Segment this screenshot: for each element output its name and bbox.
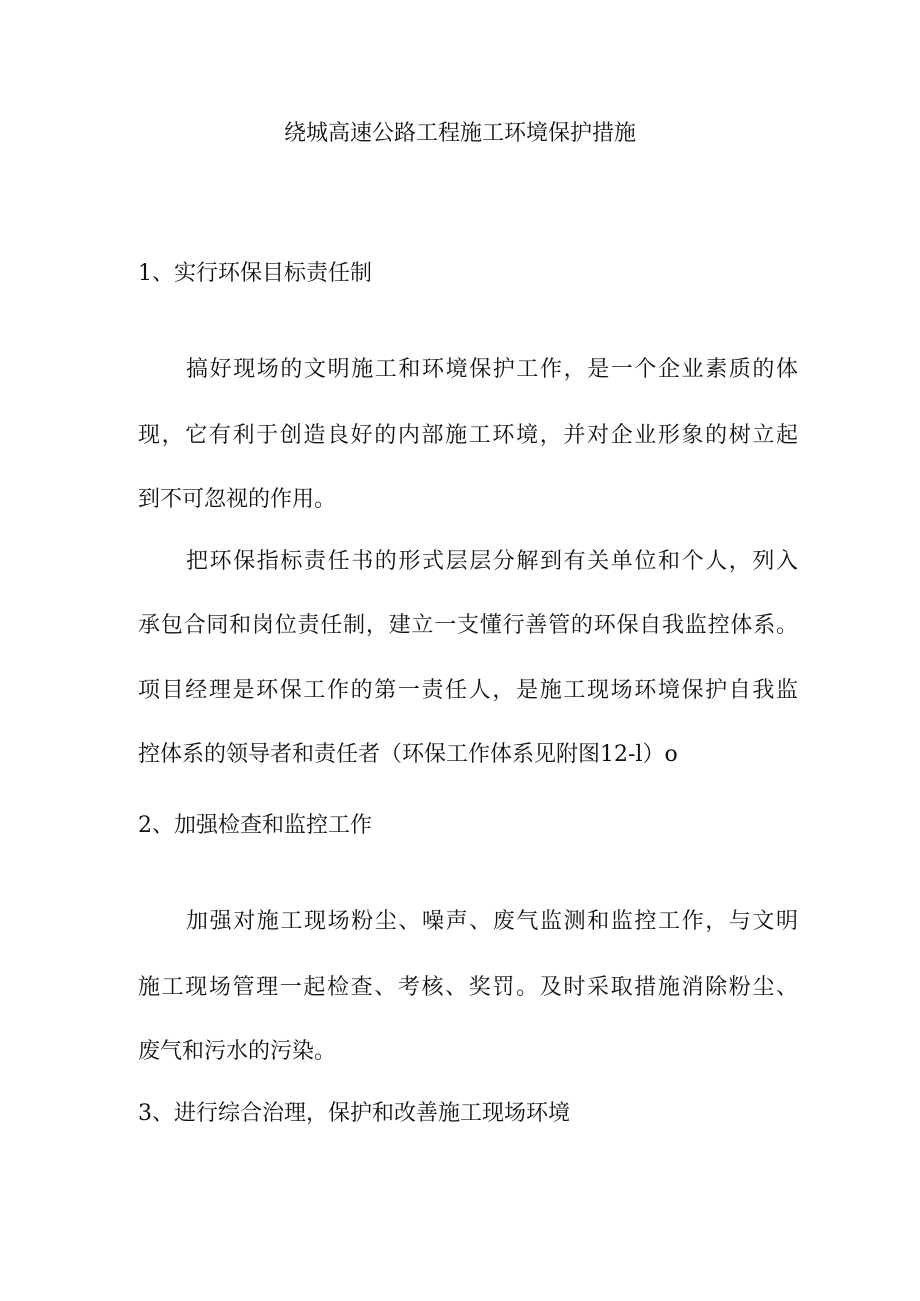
- document-title: 绕城高速公路工程施工环境保护措施: [283, 121, 636, 146]
- paragraph-line: 控体系的领导者和责任者（环保工作体系见附图12-l）o: [138, 742, 678, 767]
- paragraph-line: 搞好现场的文明施工和环境保护工作，是一个企业素质的体: [186, 357, 798, 382]
- section-heading-2: 2、加强检查和监控工作: [138, 813, 372, 838]
- paragraph-line: 把环保指标责任书的形式层层分解到有关单位和个人，列入: [186, 549, 798, 574]
- section-heading-1: 1、实行环保目标责任制: [138, 261, 372, 286]
- paragraph-line: 项目经理是环保工作的第一责任人，是施工现场环境保护自我监: [138, 678, 798, 703]
- paragraph-line: 施工现场管理一起检查、考核、奖罚。及时采取措施消除粉尘、: [138, 975, 798, 1000]
- paragraph-line: 加强对施工现场粉尘、噪声、废气监测和监控工作，与文明: [186, 909, 798, 934]
- paragraph-line: 废气和污水的污染。: [138, 1039, 337, 1064]
- paragraph-line: 承包合同和岗位责任制，建立一支懂行善管的环保自我监控体系。: [138, 613, 798, 638]
- paragraph-line: 到不可忽视的作用。: [138, 487, 337, 512]
- paragraph-line: 现，它有利于创造良好的内部施工环境，并对企业形象的树立起: [138, 423, 798, 448]
- section-heading-3: 3、进行综合治理，保护和改善施工现场环境: [138, 1101, 570, 1126]
